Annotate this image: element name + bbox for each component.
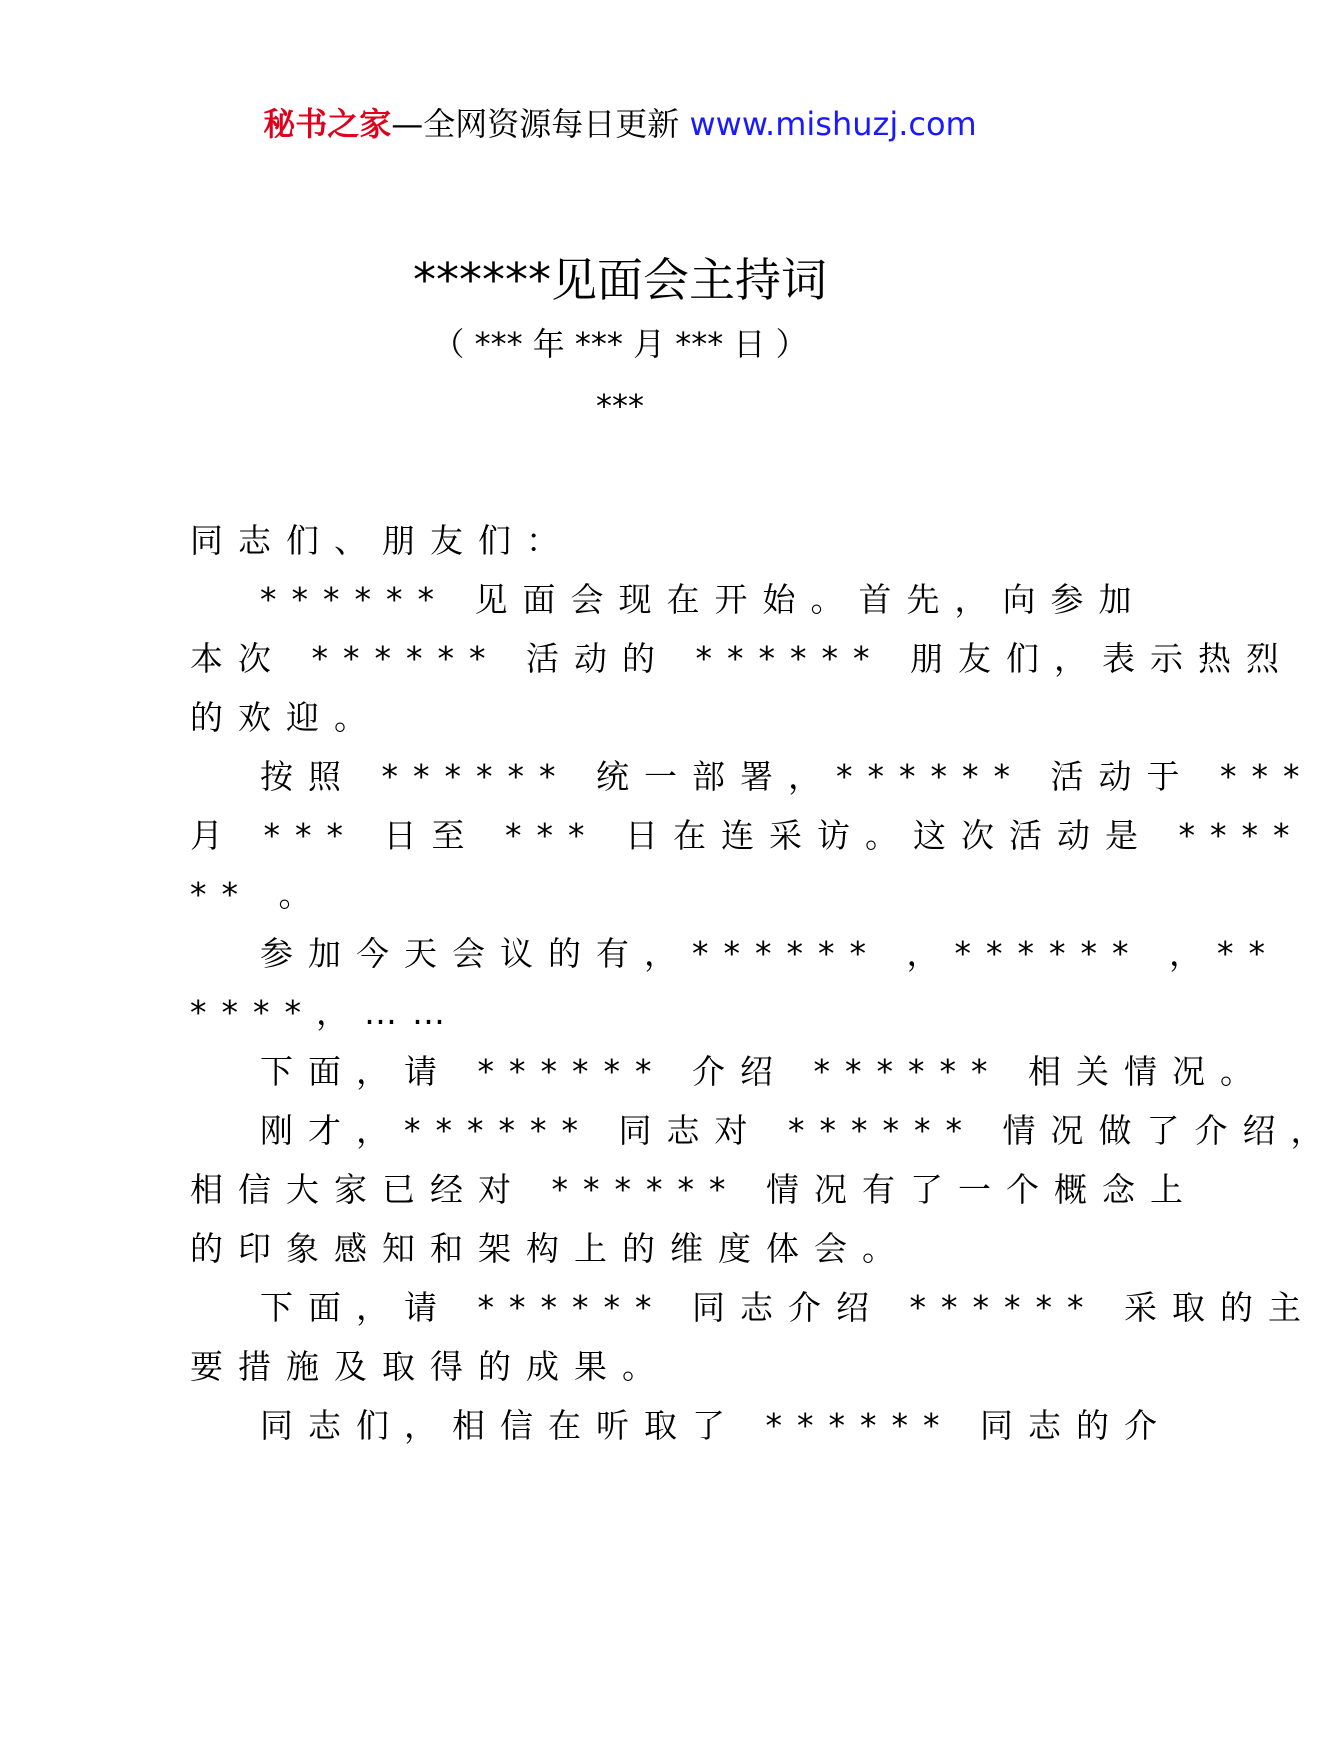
body-line: ****，…… bbox=[190, 993, 460, 1032]
body-line: 下面，请 ****** 介绍 ****** 相关情况。 bbox=[260, 1052, 1268, 1091]
body-line: 本次 ****** 活动的 ****** 朋友们，表示热烈 bbox=[190, 639, 1294, 678]
site-slogan: —全网资源每日更新 bbox=[391, 105, 680, 143]
body-line: 刚才，****** 同志对 ****** 情况做了介绍， bbox=[260, 1111, 1338, 1150]
document-author: *** bbox=[596, 387, 644, 425]
document-date: （ *** 年 *** 月 *** 日 ） bbox=[432, 325, 808, 363]
body-line: 要措施及取得的成果。 bbox=[190, 1347, 670, 1386]
body-line: 按照 ****** 统一部署，****** 活动于 *** bbox=[260, 757, 1315, 796]
document-title: ******见面会主持词 bbox=[413, 253, 827, 307]
site-url-link[interactable]: www.mishuzj.com bbox=[689, 105, 977, 143]
body-line: ****** 见面会现在开始。首先，向参加 bbox=[260, 580, 1147, 619]
body-line: 月 *** 日至 *** 日在连采访。这次活动是 **** bbox=[190, 816, 1305, 855]
salutation-line: 同志们、朋友们： bbox=[190, 521, 574, 560]
body-line: 同志们，相信在听取了 ****** 同志的介 bbox=[260, 1406, 1172, 1445]
body-line: 下面，请 ****** 同志介绍 ****** 采取的主 bbox=[260, 1288, 1316, 1327]
site-brand: 秘书之家 bbox=[263, 105, 392, 143]
body-line: 相信大家已经对 ****** 情况有了一个概念上 bbox=[190, 1170, 1198, 1209]
body-line: 参加今天会议的有，****** ，****** ，** bbox=[260, 934, 1280, 973]
body-line: 的印象感知和架构上的维度体会。 bbox=[190, 1229, 910, 1268]
body-line: ** 。 bbox=[190, 875, 327, 914]
body-line: 的欢迎。 bbox=[190, 698, 382, 737]
